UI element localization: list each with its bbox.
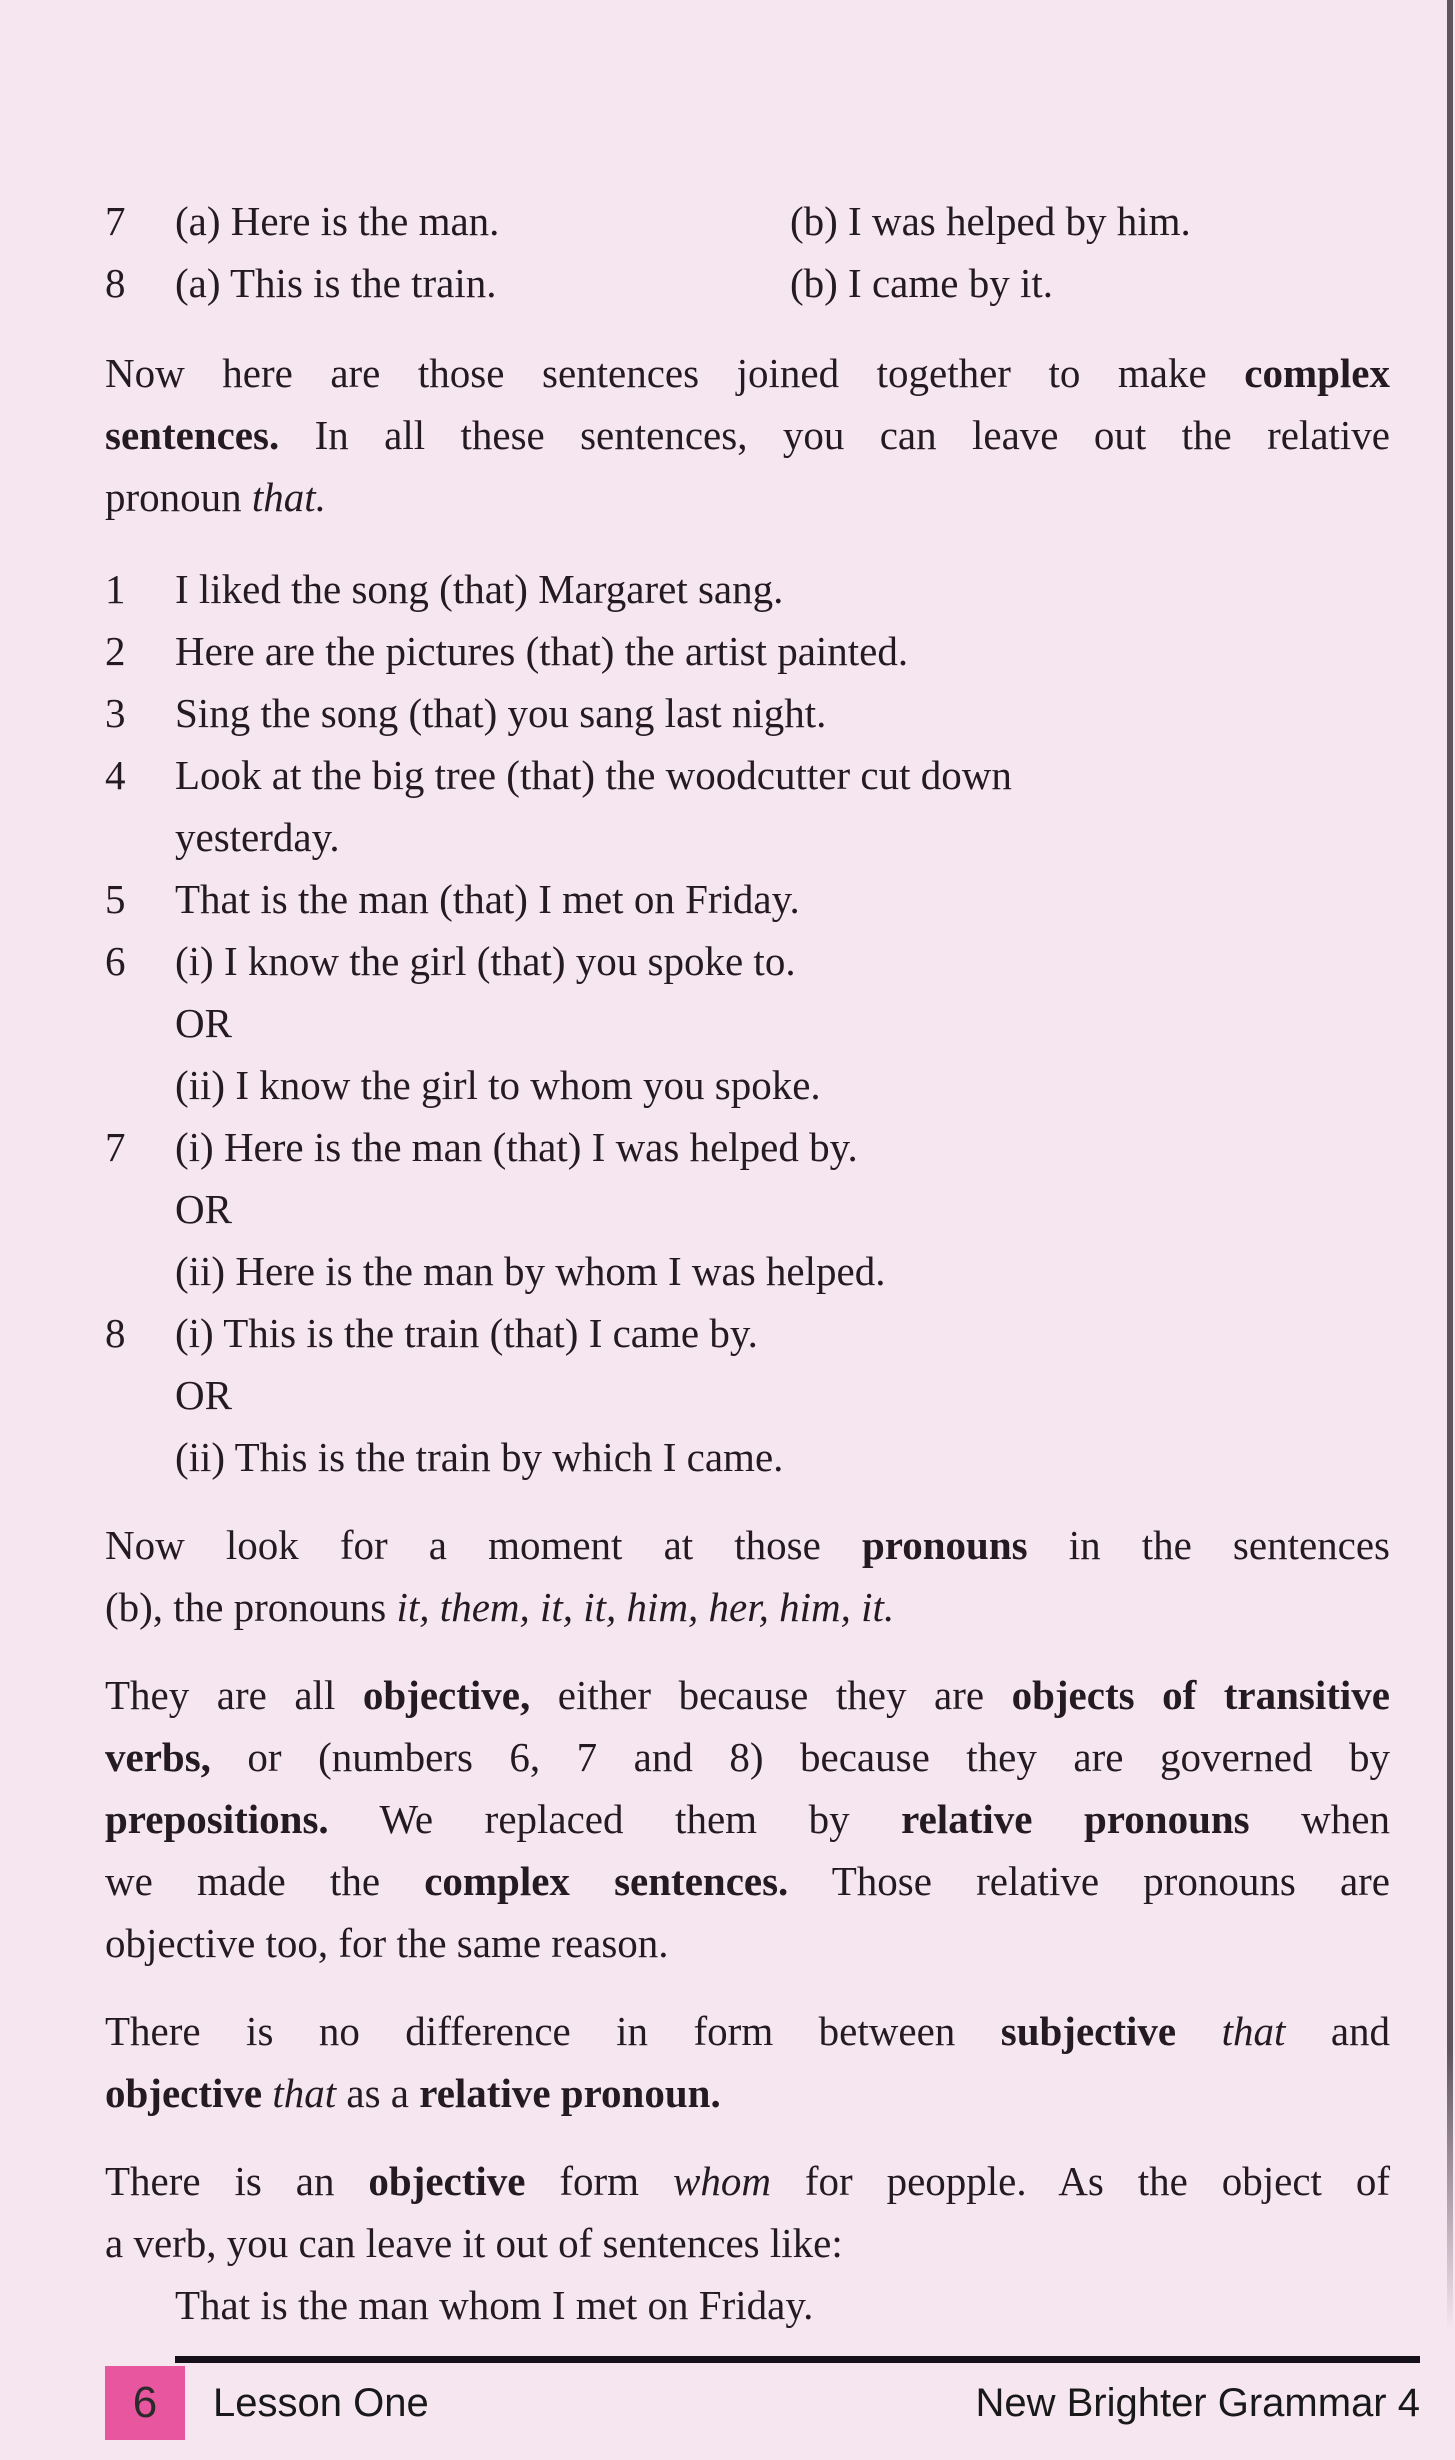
examples-list xyxy=(105,558,1390,1488)
page-footer xyxy=(105,2356,1420,2440)
or-label: OR xyxy=(175,1186,232,1232)
item-number: 2 xyxy=(105,628,126,674)
item-number: 8 xyxy=(105,1310,126,1356)
item-number: 4 xyxy=(105,752,126,798)
item-body xyxy=(175,868,1390,930)
intro-paragraph xyxy=(105,342,1390,528)
text-line: Now here are those sentences joined together to make complex xyxy=(105,350,1390,396)
example-line: (i) I know the girl (that) you spoke to. xyxy=(175,938,796,984)
text-line: we made the complex sentences. Those relative pronouns are xyxy=(105,1858,1391,1904)
example-item xyxy=(105,558,1390,620)
item-body xyxy=(175,682,1390,744)
example-line: Sing the song (that) you sang last night. xyxy=(175,690,827,736)
text-line: There is an objective form whom for peopple. As the object of xyxy=(105,2158,1390,2204)
example-item xyxy=(105,930,1390,1116)
item-body xyxy=(175,1116,1390,1302)
sentence-a: (a) Here is the man. xyxy=(175,198,500,244)
example-item xyxy=(105,1116,1390,1302)
item-number: 5 xyxy=(105,876,126,922)
item-number: 1 xyxy=(105,566,126,612)
text-line: (b), the pronouns it, them, it, it, him, her, him, it. xyxy=(105,1584,895,1630)
text-line: a verb, you can leave it out of sentences like: xyxy=(105,2220,843,2266)
example-line: (i) This is the train (that) I came by. xyxy=(175,1310,758,1356)
text-line: pronoun that. xyxy=(105,474,326,520)
sentence-pair-row xyxy=(105,190,1390,252)
text-line: They are all objective, either because they are objects of transitive xyxy=(105,1672,1391,1718)
text-line: verbs, or (numbers 6, 7 and 8) because they are governed by xyxy=(105,1734,1390,1780)
sentence-b: (b) I came by it. xyxy=(790,260,1053,306)
example-item xyxy=(105,682,1390,744)
item-number: 7 xyxy=(105,1124,126,1170)
lesson-title: Lesson One xyxy=(213,2381,429,2425)
objective-paragraph xyxy=(105,1664,1390,1974)
example-line: I liked the song (that) Margaret sang. xyxy=(175,566,784,612)
or-label: OR xyxy=(175,1372,232,1418)
example-line: (ii) I know the girl to whom you spoke. xyxy=(175,1062,821,1108)
example-line: (ii) Here is the man by whom I was helped. xyxy=(175,1248,886,1294)
item-number: 6 xyxy=(105,938,126,984)
example-item xyxy=(105,744,1390,868)
example-line: yesterday. xyxy=(175,814,340,860)
item-number: 8 xyxy=(105,260,126,306)
text-line: There is no difference in form between subjective that and xyxy=(105,2008,1391,2054)
or-label: OR xyxy=(175,1000,232,1046)
whom-paragraph xyxy=(105,2150,1390,2336)
item-body xyxy=(175,1302,1390,1488)
item-body xyxy=(175,558,1390,620)
page-number-badge xyxy=(105,2366,185,2440)
sentence-a: (a) This is the train. xyxy=(175,260,497,306)
example-line: Here are the pictures (that) the artist painted. xyxy=(175,628,909,674)
text-line: objective that as a relative pronoun. xyxy=(105,2070,721,2116)
book-title: New Brighter Grammar 4 xyxy=(975,2381,1420,2425)
text-line: objective too, for the same reason. xyxy=(105,1920,669,1966)
example-line: (i) Here is the man (that) I was helped by. xyxy=(175,1124,858,1170)
example-item xyxy=(105,868,1390,930)
indented-example-line: That is the man whom I met on Friday. xyxy=(175,2282,814,2328)
text-line: prepositions. We replaced them by relative pronouns when xyxy=(105,1796,1390,1842)
scan-edge-artifact xyxy=(1447,0,1453,2330)
item-number: 7 xyxy=(105,198,126,244)
item-body xyxy=(175,744,1390,868)
sentence-pair-row xyxy=(105,252,1390,314)
item-number: 3 xyxy=(105,690,126,736)
example-item xyxy=(105,1302,1390,1488)
difference-paragraph xyxy=(105,2000,1390,2124)
sentence-b: (b) I was helped by him. xyxy=(790,198,1191,244)
text-line: Now look for a moment at those pronouns in the sentences xyxy=(105,1522,1391,1568)
item-body xyxy=(175,620,1390,682)
example-line: That is the man (that) I met on Friday. xyxy=(175,876,800,922)
example-line: Look at the big tree (that) the woodcutter cut down xyxy=(175,752,1012,798)
sentence-pairs xyxy=(105,190,1390,314)
text-line: sentences. In all these sentences, you can leave out the relative xyxy=(105,412,1390,458)
pronouns-paragraph xyxy=(105,1514,1390,1638)
footer-row xyxy=(105,2366,1420,2440)
page-number: 6 xyxy=(132,2378,158,2427)
example-line: (ii) This is the train by which I came. xyxy=(175,1434,784,1480)
item-body xyxy=(175,930,1390,1116)
footer-rule xyxy=(175,2356,1420,2363)
example-item xyxy=(105,620,1390,682)
